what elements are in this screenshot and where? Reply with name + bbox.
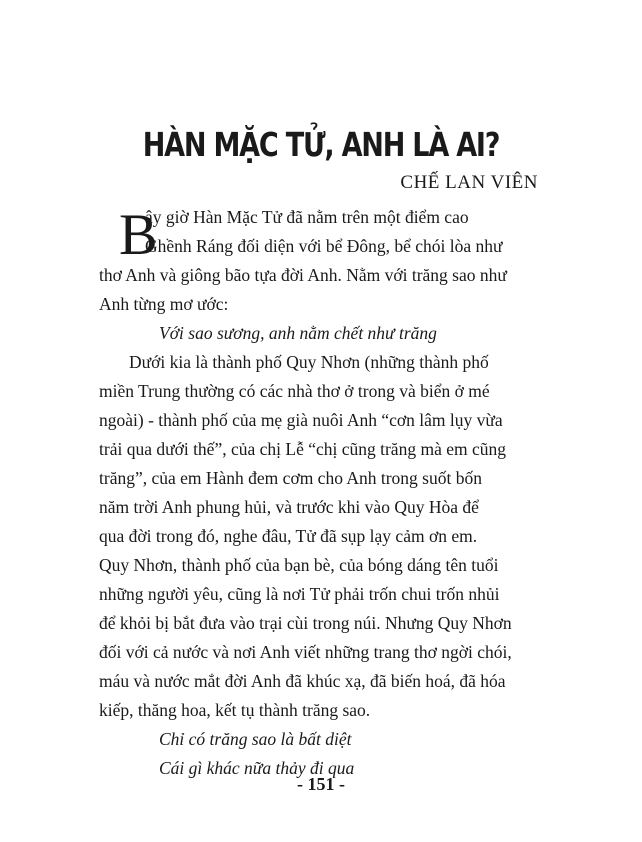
text-line: trăng”, của em Hành đem cơm cho Anh trong suốt bốn xyxy=(99,468,482,488)
text-line: Anh từng mơ ước: xyxy=(99,294,229,314)
text-line: Dưới kia là thành phố Quy Nhơn (những thành phố xyxy=(129,352,489,372)
text-line: đối với cả nước và nơi Anh viết những trang thơ ngời chói, xyxy=(99,642,512,662)
text-line: thơ Anh và giông bão tựa đời Anh. Nằm với trăng sao như xyxy=(99,265,507,285)
text-line: máu và nước mắt đời Anh đã khúc xạ, đã biến hoá, đã hóa xyxy=(99,671,506,691)
text-line: những người yêu, cũng là nơi Tử phải trốn chui trốn nhủi xyxy=(99,584,500,604)
page-number: - 151 - xyxy=(297,774,345,794)
verse-line: Chỉ có trăng sao là bất diệt xyxy=(159,729,352,749)
text-line: ngoài) - thành phố của mẹ già nuôi Anh “cơn lâm lụy vừa xyxy=(99,410,503,430)
text-line: ây giờ Hàn Mặc Tử đã nằm trên một điểm cao xyxy=(145,207,469,227)
verse-line: Cái gì khác nữa thảy đi qua xyxy=(159,758,355,778)
verse-line: Với sao sương, anh nằm chết như trăng xyxy=(159,323,437,343)
chapter-title: HÀN MẶC TỬ, ANH LÀ AI? xyxy=(142,125,500,164)
text-line: qua đời trong đó, nghe đâu, Tử đã sụp lạy cảm ơn em. xyxy=(99,526,478,546)
text-line: Quy Nhơn, thành phố của bạn bè, của bóng dáng tên tuổi xyxy=(99,555,499,575)
text-line: Ghềnh Ráng đối diện với bể Đông, bể chói lòa như xyxy=(145,236,503,256)
text-line: để khỏi bị bắt đưa vào trại cùi trong núi. Nhưng Quy Nhơn xyxy=(99,613,512,633)
drop-cap: B xyxy=(119,202,158,267)
text-line: trải qua dưới thế”, của chị Lễ “chị cũng trăng mà em cũng xyxy=(99,439,506,459)
text-line: năm trời Anh phung hủi, và trước khi vào Quy Hòa để xyxy=(99,497,479,517)
text-line: kiếp, thăng hoa, kết tụ thành trăng sao. xyxy=(99,700,371,720)
body-text xyxy=(99,203,543,783)
author-name: CHẾ LAN VIÊN xyxy=(400,172,538,193)
text-line: miền Trung thường có các nhà thơ ở trong và biển ở mé xyxy=(99,381,490,401)
first-paragraph-opening xyxy=(99,202,543,267)
